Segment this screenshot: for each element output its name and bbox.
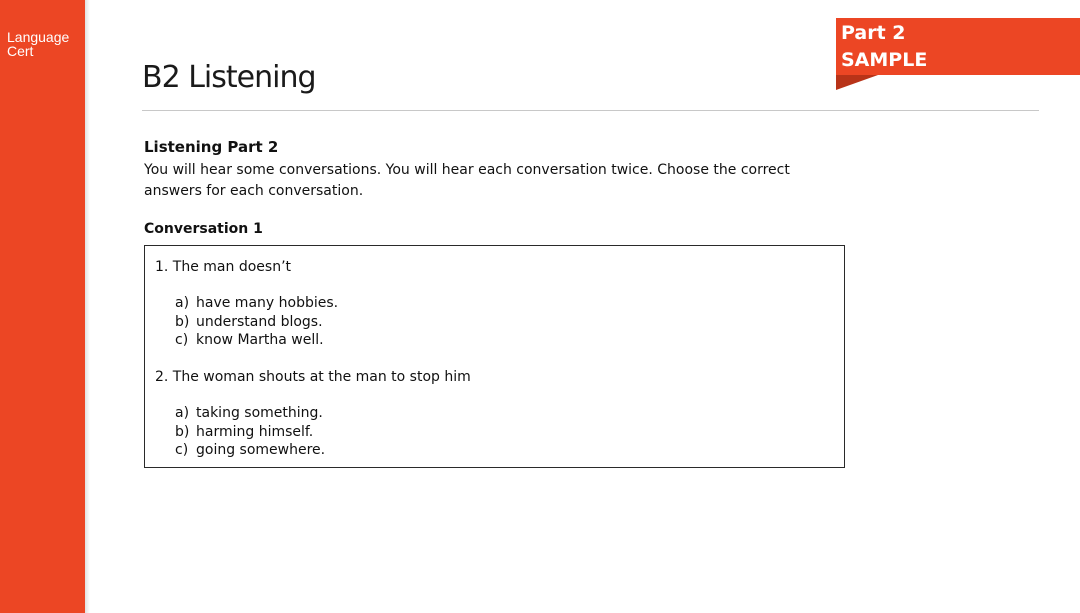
brand-sidebar [0,0,85,613]
option-letter: a) [175,295,190,311]
question-1-options [175,294,338,350]
badge-fold [836,75,878,90]
option-text: have many hobbies. [196,295,339,311]
question-box [144,245,845,468]
option-2a[interactable] [175,404,325,423]
option-text: understand blogs. [196,313,323,330]
question-1-stem: 1. The man doesn’t [155,259,292,275]
badge-sample-label: SAMPLE [841,49,928,71]
option-text: harming himself. [196,423,314,440]
part-badge [836,18,1080,75]
logo-line-2: Cert [7,43,34,59]
option-1a[interactable] [175,294,338,313]
conversation-heading: Conversation 1 [144,221,263,237]
option-letter: c) [175,332,189,348]
option-letter: a) [175,405,190,421]
instructions-text: You will hear some conversations. You will hear each conversation twice. Choose the correct answers for each conversation. [144,162,790,199]
option-1c[interactable] [175,331,338,350]
logo-line-1: Language [7,29,70,45]
page-title: B2 Listening [142,60,316,95]
badge-part-label: Part 2 [841,22,906,44]
section-heading: Listening Part 2 [144,138,279,156]
option-2c[interactable] [175,441,325,460]
option-1b[interactable] [175,313,338,332]
option-text: know Martha well. [196,332,324,348]
option-letter: c) [175,442,189,458]
title-divider [142,110,1039,111]
languagecert-logo [7,30,69,58]
question-2-stem: 2. The woman shouts at the man to stop him [155,369,471,385]
option-text: taking something. [196,405,323,421]
option-letter: b) [175,313,190,330]
option-text: going somewhere. [196,442,326,458]
option-letter: b) [175,423,190,440]
question-2-options [175,404,325,460]
option-2b[interactable] [175,423,325,442]
sidebar-shadow [85,0,90,613]
